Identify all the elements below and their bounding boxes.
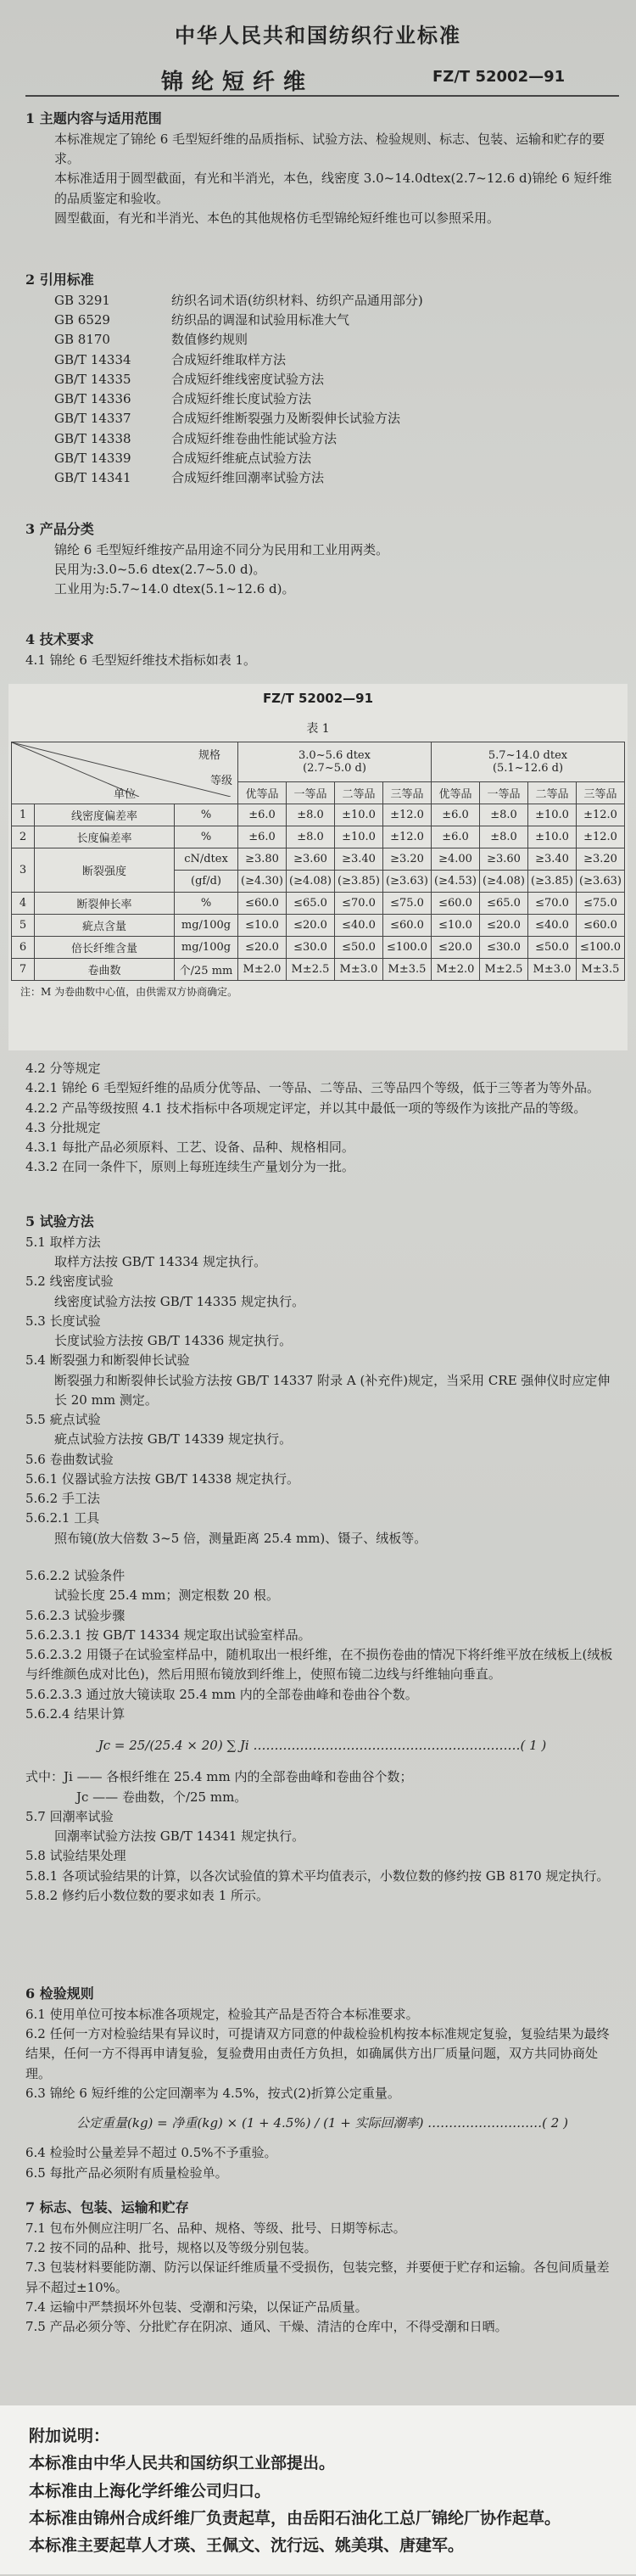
section-1-para-2: 本标准适用于圆型截面，有光和半消光，本色，线密度 3.0~14.0dtex(2.7~12.6 d)锦纶 6 短纤维的品质鉴定和验收。 — [54, 171, 612, 206]
s5-line: 5.8.2 修约后小数位数的要求如表 1 所示。 — [25, 1887, 270, 1903]
table-cell: M±3.5 — [577, 959, 625, 981]
table-cell: ≤60.0 — [432, 893, 480, 915]
section-4-para-1: 4.1 锦纶 6 毛型短纤维技术指标如表 1。 — [25, 652, 257, 668]
ref-code: GB 3291 — [54, 292, 110, 308]
s5-line: 疵点试验方法按 GB/T 14339 规定执行。 — [54, 1431, 293, 1448]
clause-7-1: 7.1 包布外侧应注明厂名、品种、规格、等级、批号、日期等标志。 — [25, 2220, 406, 2236]
table-cell: ≥4.00 — [432, 848, 480, 871]
standard-organization: 中华人民共和国纺织行业标准 — [175, 23, 461, 48]
table-cell: (≥4.08) — [287, 871, 335, 893]
table-cell: (≥3.85) — [528, 871, 577, 893]
section-6-title: 6 检验规则 — [25, 1985, 94, 2002]
section-1-title: 1 主题内容与适用范围 — [25, 110, 162, 126]
table-item: 疵点含量 — [35, 915, 175, 937]
table-cell: ±8.0 — [480, 804, 528, 826]
ref-item — [25, 291, 619, 311]
s5-line: 5.6.2.1 工具 — [25, 1510, 100, 1526]
spec-header-2: 5.7~14.0 dtex (5.1~12.6 d) — [432, 742, 625, 782]
ref-item — [25, 370, 619, 389]
section-3-title: 3 产品分类 — [25, 521, 94, 537]
table-unit: % — [175, 826, 238, 848]
section-4-2 — [25, 1059, 619, 1178]
appendix-line: 本标准由上海化学纤维公司归口。 — [29, 2481, 271, 2500]
table-cell: ≤30.0 — [480, 937, 528, 959]
table-cell: ≤65.0 — [287, 893, 335, 915]
s5-line: 5.3 长度试验 — [25, 1313, 101, 1329]
s5-line: 照布镜(放大倍数 3~5 倍，测量距离 25.4 mm)、镊子、绒板等。 — [54, 1530, 427, 1546]
table-cell: M±2.5 — [287, 959, 335, 981]
appendix-title: 附加说明： — [29, 2427, 110, 2445]
ref-item — [25, 429, 619, 449]
grade-header: 一等品 — [480, 782, 528, 804]
ref-code: GB 6529 — [54, 312, 110, 328]
table-seq: 2 — [12, 826, 35, 848]
s5-line: 5.7 回潮率试验 — [25, 1808, 114, 1824]
appendix-line: 本标准由中华人民共和国纺织工业部提出。 — [29, 2454, 336, 2473]
ref-name: 合成短纤维卷曲性能试验方法 — [171, 430, 338, 446]
table-item: 断裂强度 — [35, 848, 175, 893]
table-cell: ±6.0 — [432, 804, 480, 826]
table-cell: ≥3.40 — [528, 848, 577, 871]
table-cell: ±12.0 — [383, 826, 432, 848]
s5-line: Jc —— 卷曲数，个/25 mm。 — [76, 1789, 248, 1805]
table-diagonal-header — [12, 742, 238, 804]
table-cell: ≤40.0 — [335, 915, 383, 937]
ref-name: 合成短纤维取样方法 — [171, 351, 287, 367]
table-cell: ≤20.0 — [238, 937, 287, 959]
clause-7-3: 7.3 包装材料要能防潮、防污以保证纤维质量不受损伤，包装完整，并要便于贮存和运输。各包间质量差异不超过±10%。 — [25, 2260, 610, 2295]
clause-4-3: 4.3 分批规定 — [25, 1119, 101, 1135]
ref-code: GB/T 14341 — [54, 470, 131, 486]
grade-header: 三等品 — [577, 782, 625, 804]
section-3-para-1: 锦纶 6 毛型短纤维按产品用途不同分为民用和工业用两类。 — [54, 541, 389, 557]
clause-6-2: 6.2 任何一方对检验结果有异议时，可提请双方同意的仲裁检验机构按本标准规定复验，复验结果为最终结果，任何一方不得再申请复验，复验费用由责任方负担，如确属供方出厂质量问题，双方共同协商处理。 — [25, 2026, 610, 2081]
table-cell: ≤30.0 — [287, 937, 335, 959]
table-cell: ≤100.0 — [383, 937, 432, 959]
clause-6-4: 6.4 检验时公量差异不超过 0.5%不予重验。 — [25, 2145, 277, 2161]
ref-name: 纺织名词术语(纺织材料、纺织产品通用部分) — [171, 292, 423, 308]
section-7-title: 7 标志、包装、运输和贮存 — [25, 2199, 189, 2215]
table-cell: ≤20.0 — [287, 915, 335, 937]
table-cell: ≥3.40 — [335, 848, 383, 871]
table-cell: ≤50.0 — [335, 937, 383, 959]
table-cell: ≤65.0 — [480, 893, 528, 915]
table-cell: ±6.0 — [238, 804, 287, 826]
table-cell: ≥3.80 — [238, 848, 287, 871]
table-cell: M±3.0 — [528, 959, 577, 981]
formula-2: 公定重量(kg) = 净重(kg) × (1 + 4.5%) / (1 + 实际回潮率) ………………………( 2 ) — [76, 2115, 568, 2131]
table-cell: ≥3.60 — [287, 848, 335, 871]
s5-line: 5.8 试验结果处理 — [25, 1848, 126, 1864]
table-unit: mg/100g — [175, 937, 238, 959]
grade-header: 三等品 — [383, 782, 432, 804]
header-rule — [25, 95, 619, 97]
s5-line: 5.4 断裂强力和断裂伸长试验 — [25, 1352, 190, 1369]
s5-line: 长度试验方法按 GB/T 14336 规定执行。 — [54, 1333, 293, 1349]
table-cell: ±12.0 — [577, 804, 625, 826]
s5-line: 5.2 线密度试验 — [25, 1274, 114, 1290]
table-cell: ±8.0 — [480, 826, 528, 848]
table-item: 断裂伸长率 — [35, 893, 175, 915]
table-cell: ±8.0 — [287, 804, 335, 826]
section-5 — [25, 1212, 619, 1548]
section-1 — [25, 109, 619, 228]
clause-4-3-2: 4.3.2 在同一条件下，原则上每班连续生产量划分为一批。 — [25, 1159, 354, 1175]
table-seq: 1 — [12, 804, 35, 826]
clause-7-4: 7.4 运输中严禁损坏外包装、受潮和污染，以保证产品质量。 — [25, 2299, 368, 2315]
ref-item — [25, 409, 619, 428]
section-2 — [25, 270, 619, 488]
s5-line: 5.6.2.3 试验步骤 — [25, 1607, 126, 1623]
table-cell: ≥3.60 — [480, 848, 528, 871]
table-cell: ≤20.0 — [432, 937, 480, 959]
table-cell: ≤70.0 — [528, 893, 577, 915]
table-cell: M±3.5 — [383, 959, 432, 981]
ref-name: 合成短纤维断裂强力及断裂伸长试验方法 — [171, 411, 401, 427]
table-cell: M±2.5 — [480, 959, 528, 981]
table-cell: ≤60.0 — [577, 915, 625, 937]
ref-code: GB/T 14339 — [54, 450, 131, 466]
clause-4-2-1: 4.2.1 锦纶 6 毛型短纤维的品质分优等品、一等品、二等品、三等品四个等级，低于三等者为等外品。 — [25, 1080, 600, 1096]
ref-code: GB/T 14338 — [54, 430, 131, 446]
ref-item — [25, 468, 619, 488]
ref-name: 合成短纤维线密度试验方法 — [171, 371, 325, 387]
table-cell: ±12.0 — [577, 826, 625, 848]
table-cell: ≤60.0 — [383, 915, 432, 937]
s5-line: 回潮率试验方法按 GB/T 14341 规定执行。 — [54, 1828, 305, 1844]
ref-code: GB/T 14334 — [54, 351, 131, 367]
ref-name: 数值修约规则 — [171, 332, 248, 348]
clause-4-3-1: 4.3.1 每批产品必须原料、工艺、设备、品种、规格相同。 — [25, 1140, 354, 1155]
s5-line: 式中：Ji —— 各根纤维在 25.4 mm 内的全部卷曲峰和卷曲谷个数； — [25, 1769, 413, 1785]
table-cell: (≥4.30) — [238, 871, 287, 893]
table-page-code: FZ/T 52002—91 — [262, 691, 374, 706]
section-3-para-2: 民用为:3.0~5.6 dtex(2.7~5.0 d)。 — [54, 562, 266, 578]
table-cell: ±10.0 — [528, 804, 577, 826]
section-3 — [25, 519, 619, 600]
ref-item — [25, 389, 619, 409]
ref-name: 合成短纤维回潮率试验方法 — [171, 470, 325, 486]
s5-line: 5.1 取样方法 — [25, 1234, 101, 1250]
table-cell: ≥3.20 — [577, 848, 625, 871]
ref-code: GB/T 14336 — [54, 391, 131, 407]
table-seq: 5 — [12, 915, 35, 937]
clause-6-1: 6.1 使用单位可按本标准各项规定，检验其产品是否符合本标准要求。 — [25, 2006, 419, 2022]
table-cell: M±3.0 — [335, 959, 383, 981]
ref-item — [25, 311, 619, 330]
s5-line: 5.8.1 各项试验结果的计算，以各次试验值的算术平均值表示，小数位数的修约按 GB 8170 规定执行。 — [25, 1868, 610, 1884]
grade-header: 一等品 — [287, 782, 335, 804]
formula-1: Jc = 25/(25.4 × 20) ∑ Ji ………………………………………………………( 1 ) — [98, 1738, 547, 1753]
appendix-line: 本标准由锦州合成纤维厂负责起草，由岳阳石油化工总厂锦纶厂协作起草。 — [29, 2508, 561, 2528]
table-cell: M±2.0 — [432, 959, 480, 981]
standard-code: FZ/T 52002—91 — [432, 68, 566, 86]
table-cell: ≤10.0 — [238, 915, 287, 937]
table-cell: ≤70.0 — [335, 893, 383, 915]
table-cell: (≥3.85) — [335, 871, 383, 893]
s5-line: 5.6.2.4 结果计算 — [25, 1705, 126, 1722]
clause-6-3: 6.3 锦纶 6 短纤维的公定回潮率为 4.5%，按式(2)折算公定重量。 — [25, 2085, 400, 2101]
grade-header: 优等品 — [432, 782, 480, 804]
table-cell: ≤75.0 — [577, 893, 625, 915]
clause-7-2: 7.2 按不同的品种、批号，规格以及等级分别包装。 — [25, 2240, 317, 2256]
table-cell: ±6.0 — [238, 826, 287, 848]
header — [0, 0, 636, 93]
section-4-title: 4 技术要求 — [25, 631, 94, 647]
s5-line: 取样方法按 GB/T 14334 规定执行。 — [54, 1254, 267, 1270]
table-unit: (gf/d) — [175, 871, 238, 893]
table-cell: ±10.0 — [528, 826, 577, 848]
table-item: 长度偏差率 — [35, 826, 175, 848]
ref-item — [25, 330, 619, 350]
appendix — [0, 2405, 636, 2574]
s5-line: 5.6.2.3.2 用镊子在试验室样品中，随机取出一根纤维，在不损伤卷曲的情况下将纤维平放在绒板上(绒板与纤维颜色成对比色)，然后用照布镜放到纤维上，使照布镜二边线与纤维轴向垂直。 — [25, 1647, 613, 1683]
grade-header: 二等品 — [528, 782, 577, 804]
clause-6-5: 6.5 每批产品必须附有质量检验单。 — [25, 2164, 228, 2181]
table-cell: ≤20.0 — [480, 915, 528, 937]
section-1-para-3: 圆型截面，有光和半消光、本色的其他规格仿毛型锦纶短纤维也可以参照采用。 — [54, 210, 500, 226]
section-7 — [25, 2198, 619, 2337]
table-note: 注：M 为卷曲数中心值，由供需双方协商确定。 — [20, 986, 238, 998]
table-seq: 4 — [12, 893, 35, 915]
table-cell: (≥3.63) — [577, 871, 625, 893]
section-6 — [25, 1984, 619, 2183]
s5-line: 5.6.2.3.3 通过放大镜读取 25.4 mm 内的全部卷曲峰和卷曲谷个数。 — [25, 1686, 418, 1702]
spec-table — [11, 742, 625, 981]
ref-code: GB/T 14337 — [54, 411, 131, 427]
s5-line: 5.6.2.3.1 按 GB/T 14334 规定取出试验室样品。 — [25, 1627, 311, 1643]
ref-name: 合成短纤维疵点试验方法 — [171, 450, 312, 466]
table-cell: ≤100.0 — [577, 937, 625, 959]
ref-name: 纺织品的调湿和试验用标准大气 — [171, 312, 350, 328]
table-cell: ±6.0 — [432, 826, 480, 848]
table-caption: 表 1 — [306, 722, 330, 736]
spec-label: 规格 — [198, 749, 220, 762]
document-title: 锦纶短纤维 — [161, 70, 315, 95]
s5-line: 试验长度 25.4 mm；测定根数 20 根。 — [54, 1588, 280, 1604]
table-cell: ≤75.0 — [383, 893, 432, 915]
grade-header: 优等品 — [238, 782, 287, 804]
clause-7-5: 7.5 产品必须分等、分批贮存在阴凉、通风、干燥、清洁的仓库中，不得受潮和日晒。 — [25, 2319, 508, 2335]
table-unit: % — [175, 804, 238, 826]
ref-name: 合成短纤维长度试验方法 — [171, 391, 312, 407]
table-item: 卷曲数 — [35, 959, 175, 981]
s5-line: 5.6 卷曲数试验 — [25, 1451, 114, 1467]
appendix-line: 本标准主要起草人才瑛、王佩文、沈行远、姚美琪、唐建军。 — [29, 2536, 465, 2556]
table-seq: 6 — [12, 937, 35, 959]
table-cell: M±2.0 — [238, 959, 287, 981]
s5-line: 5.6.1 仪器试验方法按 GB/T 14338 规定执行。 — [25, 1470, 300, 1487]
ref-code: GB 8170 — [54, 332, 110, 348]
section-5-title: 5 试验方法 — [25, 1213, 94, 1229]
s5-line: 5.6.2 手工法 — [25, 1491, 100, 1507]
table-cell: (≥4.08) — [480, 871, 528, 893]
section-2-title: 2 引用标准 — [25, 272, 94, 288]
unit-label: 单位 — [114, 788, 137, 801]
grade-label: 等级 — [209, 775, 232, 787]
section-3-para-3: 工业用为:5.7~14.0 dtex(5.1~12.6 d)。 — [54, 581, 295, 597]
section-5-procedure — [25, 1566, 619, 1906]
table-cell: ≤40.0 — [528, 915, 577, 937]
ref-item — [25, 449, 619, 468]
table-cell: ≥3.20 — [383, 848, 432, 871]
clause-4-2: 4.2 分等规定 — [25, 1061, 101, 1076]
clause-4-2-2: 4.2.2 产品等级按照 4.1 技术指标中各项规定评定，并以其中最低一项的等级作为该批产品的等级。 — [25, 1100, 587, 1116]
table-cell: ±12.0 — [383, 804, 432, 826]
spec-header-1: 3.0~5.6 dtex (2.7~5.0 d) — [238, 742, 432, 782]
table-cell: ±10.0 — [335, 826, 383, 848]
s5-line: 断裂强力和断裂伸长试验方法按 GB/T 14337 附录 A (补充件)规定，当采用 CRE 强伸仪时应定伸长 20 mm 测定。 — [54, 1372, 611, 1408]
table-seq: 3 — [12, 848, 35, 893]
table-unit: cN/dtex — [175, 848, 238, 871]
s5-line: 线密度试验方法按 GB/T 14335 规定执行。 — [54, 1293, 305, 1309]
table-cell: ≤60.0 — [238, 893, 287, 915]
section-1-para-1: 本标准规定了锦纶 6 毛型短纤维的品质指标、试验方法、检验规则、标志、包装、运输和贮存的要求。 — [54, 131, 605, 167]
table-item: 倍长纤维含量 — [35, 937, 175, 959]
ref-code: GB/T 14335 — [54, 371, 131, 387]
table-cell: ±8.0 — [287, 826, 335, 848]
table-cell: (≥3.63) — [383, 871, 432, 893]
table-cell: ≤10.0 — [432, 915, 480, 937]
s5-line: 5.5 疵点试验 — [25, 1412, 101, 1428]
table-cell: (≥4.53) — [432, 871, 480, 893]
table-cell: ≤50.0 — [528, 937, 577, 959]
grade-header: 二等品 — [335, 782, 383, 804]
s5-line: 5.6.2.2 试验条件 — [25, 1568, 126, 1583]
table-block — [8, 684, 628, 1050]
table-cell: ±10.0 — [335, 804, 383, 826]
table-seq: 7 — [12, 959, 35, 981]
table-unit: % — [175, 893, 238, 915]
ref-item — [25, 350, 619, 370]
section-4 — [25, 630, 619, 670]
table-unit: mg/100g — [175, 915, 238, 937]
table-item: 线密度偏差率 — [35, 804, 175, 826]
table-unit: 个/25 mm — [175, 959, 238, 981]
